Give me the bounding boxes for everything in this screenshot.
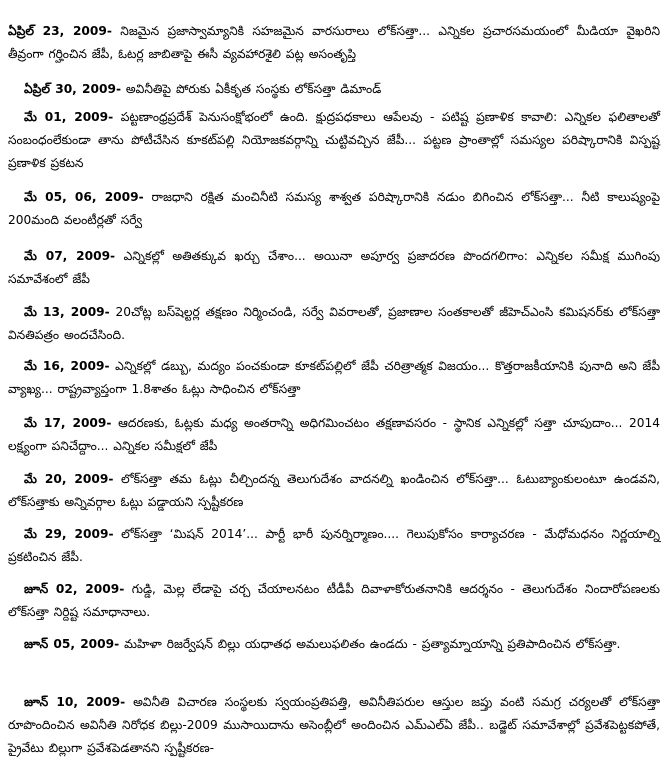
entry-date: మే 29, 2009-	[24, 527, 114, 542]
timeline-entry	[8, 691, 660, 760]
timeline-entry	[8, 523, 660, 569]
entry-date: మే 20, 2009-	[24, 472, 114, 487]
entry-date: మే 17, 2009-	[24, 416, 112, 431]
timeline-entry	[8, 468, 660, 514]
entry-date: జూన్ 05, 2009-	[24, 637, 120, 652]
entry-text: అవినీతి విచారణ సంస్థలకు స్వయంప్రతిపత్తి, అవినీతిపరుల ఆస్తుల జప్తు వంటి సమగ్ర చర్యలతో లోక్‌సత్తా రూపొందించిన అవినీతి నిరోధక బిల్లు-2009 ముసాయిదాను అసెంబ్లీలో అందించిన ఎమ్‌ఎల్ఏ జేపీ.. బడ్జెట్ సమావేశాల్లో ప్రవేశపెట్టకపోతే, ప్రైవేటు బిల్లుగా ప్రవేశపెడతానని స్పష్టీకరణ-	[8, 695, 661, 756]
entry-text: మహిళా రిజర్వేషన్ బిల్లు యధాతధ అమలుఫలితం ఉండదు - ప్రత్యామ్నాయాన్ని ప్రతిపాదించిన లోక్‌సత్తా.	[124, 637, 621, 652]
entry-date: ఏప్రిల్ 23, 2009-	[8, 24, 112, 39]
entry-text: లోక్‌సత్తా తమ ఓట్లు చీల్చిందన్న తెలుగుదేశం వాదనల్ని ఖండించిన లోక్‌సత్తా... ఓటుబ్యాంకులంటూ ఉండవని, లోక్‌సత్తాకు అన్నివర్గాల ఓట్లు పడ్డాయని స్పష్టీకరణ	[8, 472, 661, 510]
timeline-entry	[8, 412, 660, 458]
entry-date: ఏప్రిల్ 30, 2009-	[24, 82, 122, 97]
entry-text: ఎన్నికల్లో డబ్బు, మద్యం పంచకుండా కూకట్‌పల్లిలో జేపీ చరిత్రాత్మక విజయం... కొత్తరాజకీయానికి పునాది అని జేపీ వ్యాఖ్య... రాష్ట్రవ్యాప్తంగా 1.8శాతం ఓట్లు సాధించిన లోక్‌సత్తా	[8, 359, 660, 397]
entry-date: జూన్ 02, 2009-	[24, 582, 125, 597]
timeline-entry	[8, 633, 660, 656]
entry-text: లోక్‌సత్తా ‘మిషన్ 2014’... పార్టీ భారీ పునర్నిర్మాణం.... గెలుపుకోసం కార్యాచరణ - మేధోమధనం నిర్ణయాల్ని ప్రకటించిన జేపీ.	[8, 527, 661, 565]
entry-text: పట్టణాంధ్రప్రదేశ్ పెనుసంక్షోభంలో ఉంది. క్షుద్రపధకాలు ఆపేలవు - పటిష్ట ప్రణాళిక కావాలి: ఎన్నికల ఫలితాలతో సంబంధంలేకుండా తాను పోటీచేసిన కూకట్‌పల్లి నియోజకవర్గాన్ని చుట్టివచ్చిన జేపీ... పట్టణ ప్రాంతాల్లో సమస్యల పరిష్కారానికి విస్పష్ట ప్రణాళిక ప్రకటన	[8, 110, 660, 171]
entry-date: మే 05, 06, 2009-	[24, 190, 144, 205]
timeline-entry	[8, 78, 660, 101]
entry-date: మే 13, 2009-	[24, 305, 110, 320]
entry-date: మే 07, 2009-	[24, 249, 116, 264]
timeline-entry	[8, 355, 660, 401]
timeline-entry	[8, 245, 660, 291]
entry-text: ఆదరణకు, ఓట్లకు మధ్య అంతరాన్ని అధిగమించటం తక్షణావసరం - స్థానిక ఎన్నికల్లో సత్తా చూపుదాం... 2014 లక్ష్యంగా పనిచేద్దాం... ఎన్నికల సమీక్షలో జేపీ	[8, 416, 661, 454]
timeline-entry	[8, 106, 660, 175]
entry-date: మే 01, 2009-	[24, 110, 114, 125]
entry-date: జూన్ 10, 2009-	[24, 695, 126, 710]
entry-text: ఎన్నికల్లో అతితక్కువ ఖర్చు చేశాం... అయినా అపూర్వ ప్రజాదరణ పొందగలిగాం: ఎన్నికల సమీక్ష ముగింపు సమావేశంలో జేపీ	[8, 249, 661, 287]
timeline-entry	[8, 301, 660, 347]
timeline-entry	[8, 186, 660, 232]
timeline-entry	[8, 578, 660, 624]
entry-date: మే 16, 2009-	[24, 359, 110, 374]
entry-text: అవినీతిపై పోరుకు ఏకీకృత సంస్థకు లోక్‌సత్తా డిమాండ్	[125, 82, 382, 97]
entry-text: 20చోట్ల బస్‌షెల్టర్ల తక్షణం నిర్మించండి, సర్వే వివరాలతో, ప్రజాణాల సంతకాలతో జీహెచ్‌ఎంసి కమిషనర్‌కు లోక్‌సత్తా వినతిపత్రం అందచేసింది.	[8, 305, 661, 343]
entry-text: రాజధాని రక్షిత మంచినీటి సమస్య శాశ్వత పరిష్కారానికి నడుం బిగించిన లోక్‌సత్తా... నీటి కాలుష్యంపై 200మంది వలంటీర్లతో సర్వే	[8, 190, 660, 228]
entry-text: నిజమైన ప్రజాస్వామ్యానికి సహజమైన వారసురాలు లోక్‌సత్తా... ఎన్నికల ప్రచారసమయంలో మీడియా వైఖరిని తీవ్రంగా గర్హించిన జేపీ, ఓటర్ల జాబితాపై ఈసీ వ్యవహారశైలి పట్ల అసంతృప్తి	[8, 24, 660, 62]
timeline-entry	[8, 20, 660, 66]
entry-text: గుడ్డి, మెల్ల లేడాపై చర్చ చేయాలనటం టీడీపీ దివాళాకోరుతనానికి ఆదర్శనం - తెలుగుదేశం నిందారోపణలకు లోక్‌సత్తా నిర్దిష్ట సమాధానాలు.	[8, 582, 660, 620]
